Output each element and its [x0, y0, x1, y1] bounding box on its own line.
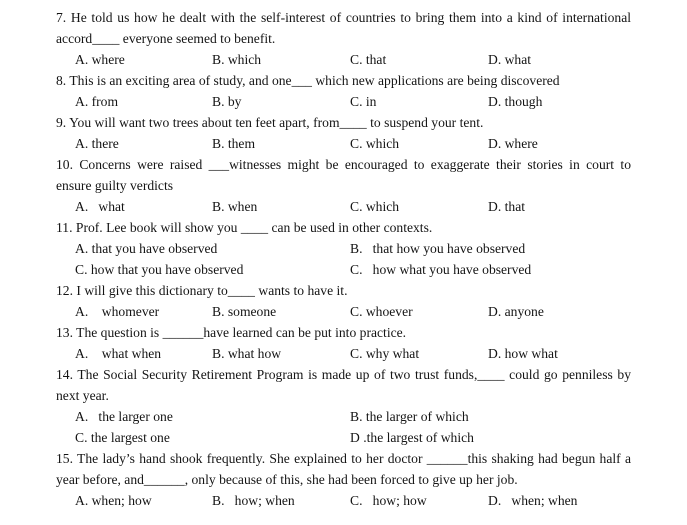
option: B. the larger of which	[350, 409, 469, 424]
question-block-15	[56, 448, 631, 511]
question-8-text-line: 8. This is an exciting area of study, and one___ which new applications are being discovered	[56, 73, 560, 88]
option: A. what when	[75, 346, 162, 361]
option: B. someone	[212, 304, 277, 319]
question-9-text-line: 9. You will want two trees about ten feet apart, from____ to suspend your tent.	[56, 115, 484, 130]
option: D. that	[488, 199, 525, 214]
question-12-text-line: 12. I will give this dictionary to____ wants to have it.	[56, 283, 348, 298]
question-14-options-row	[56, 406, 631, 427]
question-block-7	[56, 7, 631, 70]
option: C. which	[350, 199, 400, 214]
question-9-options-row	[56, 133, 631, 154]
question-14-text-line: next year.	[56, 388, 109, 403]
question-15-text-line: 15. The lady’s hand shook frequently. She explained to her doctor ______this shaking had begun half a	[56, 451, 631, 466]
option: B. when	[212, 199, 258, 214]
option: C. whoever	[350, 304, 413, 319]
option: A. whomever	[75, 304, 160, 319]
question-block-13	[56, 322, 631, 364]
option: A. that you have observed	[75, 241, 218, 256]
question-block-8	[56, 70, 631, 112]
question-block-14	[56, 364, 631, 448]
question-14-options-row	[56, 427, 631, 448]
question-13-text-line: 13. The question is ______have learned can be put into practice.	[56, 325, 407, 340]
option: C. the largest one	[75, 430, 170, 445]
question-block-12	[56, 280, 631, 322]
question-11-text-line: 11. Prof. Lee book will show you ____ can be used in other contexts.	[56, 220, 433, 235]
option: C. in	[350, 94, 377, 109]
question-10-text-line: ensure guilty verdicts	[56, 178, 174, 193]
question-block-11	[56, 217, 631, 280]
question-15-options-row	[56, 490, 631, 511]
option: D. where	[488, 136, 538, 151]
question-8-options-row	[56, 91, 631, 112]
option: D. how what	[488, 346, 558, 361]
option: B. that how you have observed	[350, 241, 526, 256]
option: B. what how	[212, 346, 282, 361]
question-14-text-line: 14. The Social Security Retirement Program is made up of two trust funds,____ could go penniless by	[56, 367, 631, 382]
option: A. from	[75, 94, 119, 109]
option: C. how that you have observed	[75, 262, 244, 277]
option: D. anyone	[488, 304, 544, 319]
option: D. though	[488, 94, 543, 109]
option: C. which	[350, 136, 400, 151]
question-10-text-line: 10. Concerns were raised ___witnesses might be encouraged to exaggerate their stories in court to	[56, 157, 631, 172]
option: A. what	[75, 199, 125, 214]
option: D .the largest of which	[350, 430, 474, 445]
questions-container	[56, 7, 631, 511]
question-10-options-row	[56, 196, 631, 217]
question-7-text-line: 7. He told us how he dealt with the self-interest of countries to bring them into a kind of international	[56, 10, 631, 25]
question-13-options-row	[56, 343, 631, 364]
question-7-text-line: accord____ everyone seemed to benefit.	[56, 31, 276, 46]
option: A. where	[75, 52, 125, 67]
option: A. when; how	[75, 493, 152, 508]
option: D. what	[488, 52, 532, 67]
question-block-10	[56, 154, 631, 217]
option: A. the larger one	[75, 409, 173, 424]
option: B. them	[212, 136, 256, 151]
question-12-options-row	[56, 301, 631, 322]
option: B. by	[212, 94, 242, 109]
option: A. there	[75, 136, 119, 151]
question-11-options-row	[56, 259, 631, 280]
question-7-options-row	[56, 49, 631, 70]
option: C. that	[350, 52, 387, 67]
option: C. how what you have observed	[350, 262, 532, 277]
question-11-options-row	[56, 238, 631, 259]
question-15-text-line: year before, and______, only because of this, she had been forced to give up her job.	[56, 472, 518, 487]
option: B. which	[212, 52, 262, 67]
option: D. when; when	[488, 493, 578, 508]
option: C. why what	[350, 346, 420, 361]
option: B. how; when	[212, 493, 295, 508]
question-block-9	[56, 112, 631, 154]
option: C. how; how	[350, 493, 427, 508]
